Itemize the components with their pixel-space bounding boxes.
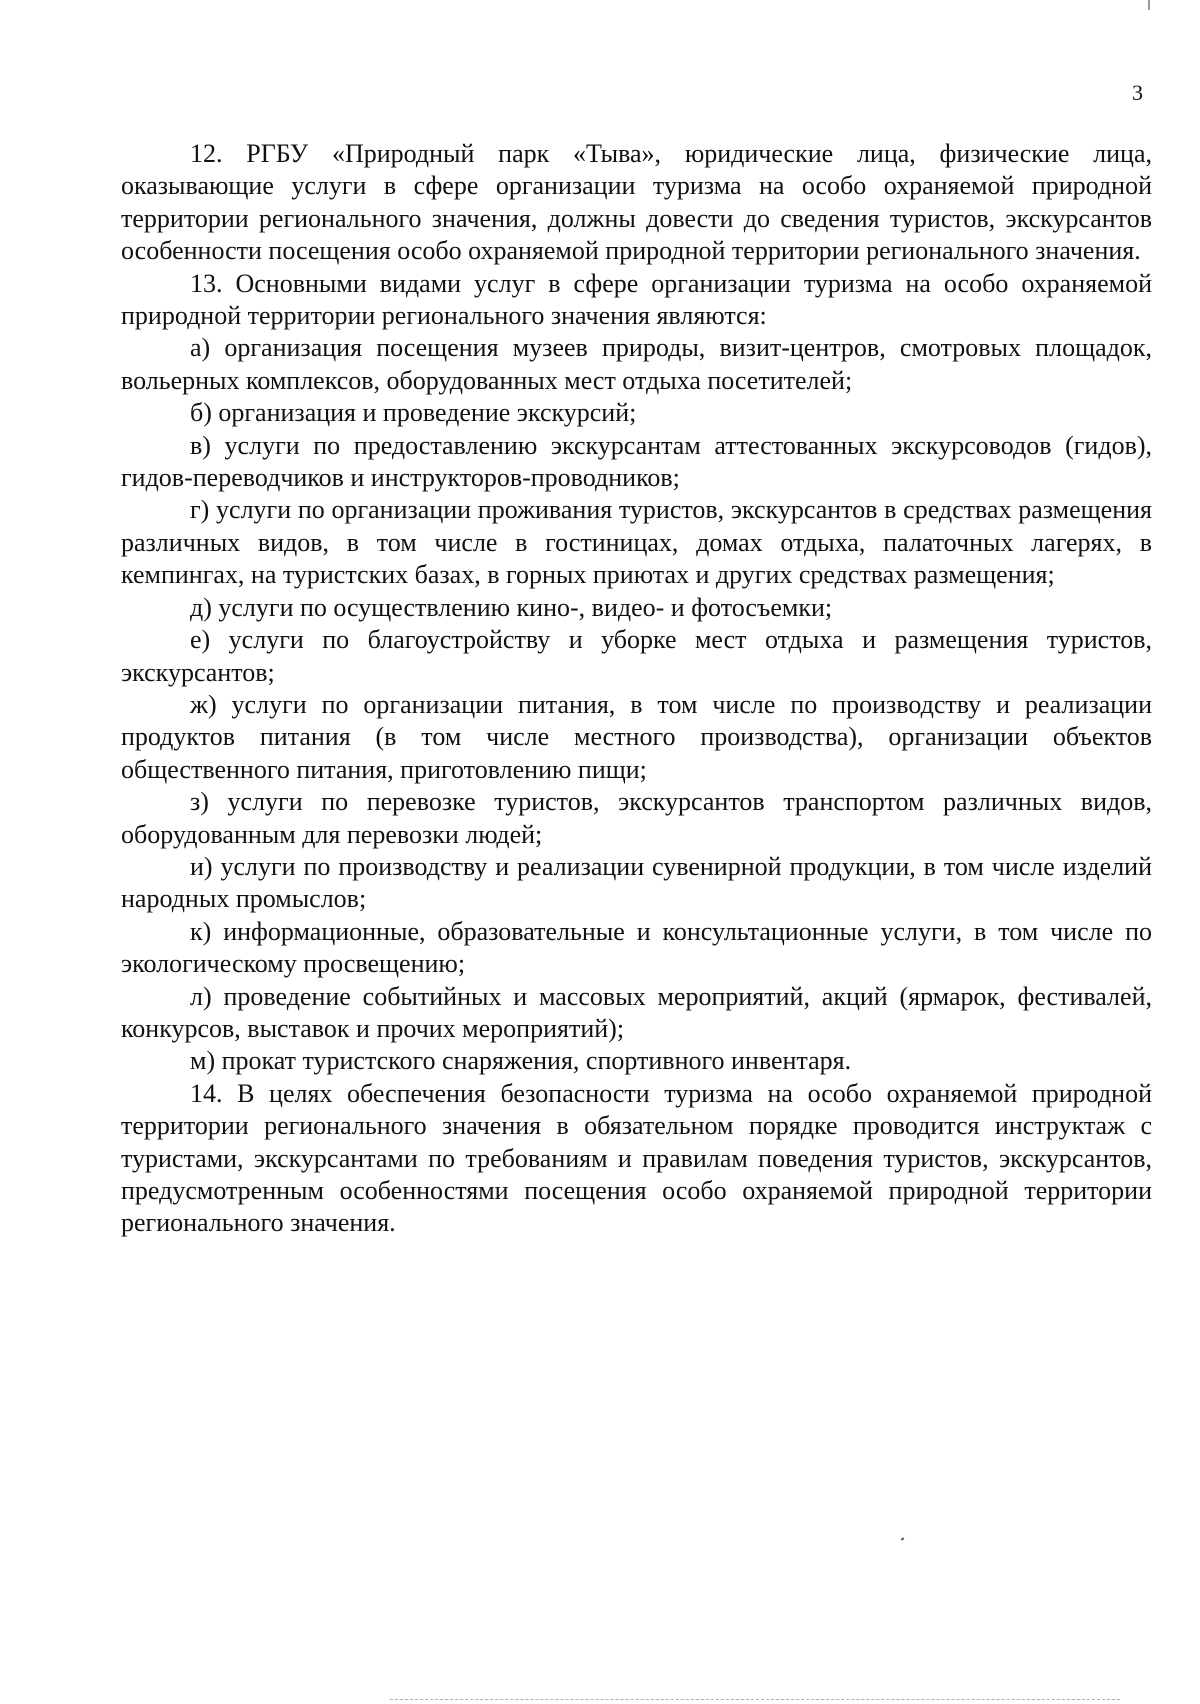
paragraph-14: 14. В целях обеспечения безопасности туризма на особо охраняемой природной территории регионального значения в обязательном порядке проводится инструктаж с туристами, экскурсантами по требованиям и правилам поведения туристов, экскурсантов, предусмотренным особенностями посещения особо охраняемой природной территории регионального значения. — [121, 1078, 1152, 1238]
list-item-i: и) услуги по производству и реализации сувенирной продукции, в том числе изделий народных промыслов; — [121, 851, 1152, 914]
scan-bottom-edge — [390, 1699, 1120, 1701]
list-item-z: з) услуги по перевозке туристов, экскурсантов транспортом различных видов, оборудованным для перевозки людей; — [121, 787, 1152, 849]
scan-edge-mark — [1148, 0, 1150, 10]
page-number: 3 — [1132, 80, 1143, 105]
list-item-d: д) услуги по осуществлению кино-, видео- и фотосъемки; — [190, 592, 833, 622]
list-item-b: б) организация и проведение экскурсий; — [190, 398, 637, 428]
document-body — [121, 138, 1152, 1240]
list-item-v: в) услуги по предоставлению экскурсантам аттестованных экскурсоводов (гидов), гидов-переводчиков и инструкторов-проводников; — [121, 430, 1152, 493]
paragraph-12: 12. РГБУ «Природный парк «Тыва», юридические лица, физические лица, оказывающие услуги в сфере организации туризма на особо охраняемой природной территории регионального значения, должны довести до сведения туристов, экскурсантов особенности посещения особо охраняемой природной территории регионального значения. — [121, 139, 1152, 266]
list-item-m: м) прокат туристского снаряжения, спортивного инвентаря. — [190, 1046, 852, 1076]
list-item-l: л) проведение событийных и массовых мероприятий, акций (ярмарок, фестивалей, конкурсов, выставок и прочих мероприятий); — [121, 981, 1152, 1043]
scan-speck — [901, 1537, 905, 1540]
list-item-a: а) организация посещения музеев природы, визит-центров, смотровых площадок, вольерных комплексов, оборудованных мест отдыха посетителей; — [121, 333, 1152, 395]
paragraph-13: 13. Основными видами услуг в сфере организации туризма на особо охраняемой природной территории регионального значения являются: — [121, 268, 1152, 331]
list-item-g: г) услуги по организации проживания туристов, экскурсантов в средствах размещения различных видов, в том числе в гостиницах, домах отдыха, палаточных лагерях, в кемпингах, на туристских базах, в горных приютах и других средствах размещения; — [121, 495, 1152, 590]
list-item-zh: ж) услуги по организации питания, в том числе по производству и реализации продуктов питания (в том числе местного производства), организации объектов общественного питания, приготовлению пищи; — [121, 689, 1152, 784]
list-item-k: к) информационные, образовательные и консультационные услуги, в том числе по экологическому просвещению; — [121, 916, 1152, 979]
list-item-e: е) услуги по благоустройству и уборке мест отдыха и размещения туристов, экскурсантов; — [121, 625, 1152, 687]
